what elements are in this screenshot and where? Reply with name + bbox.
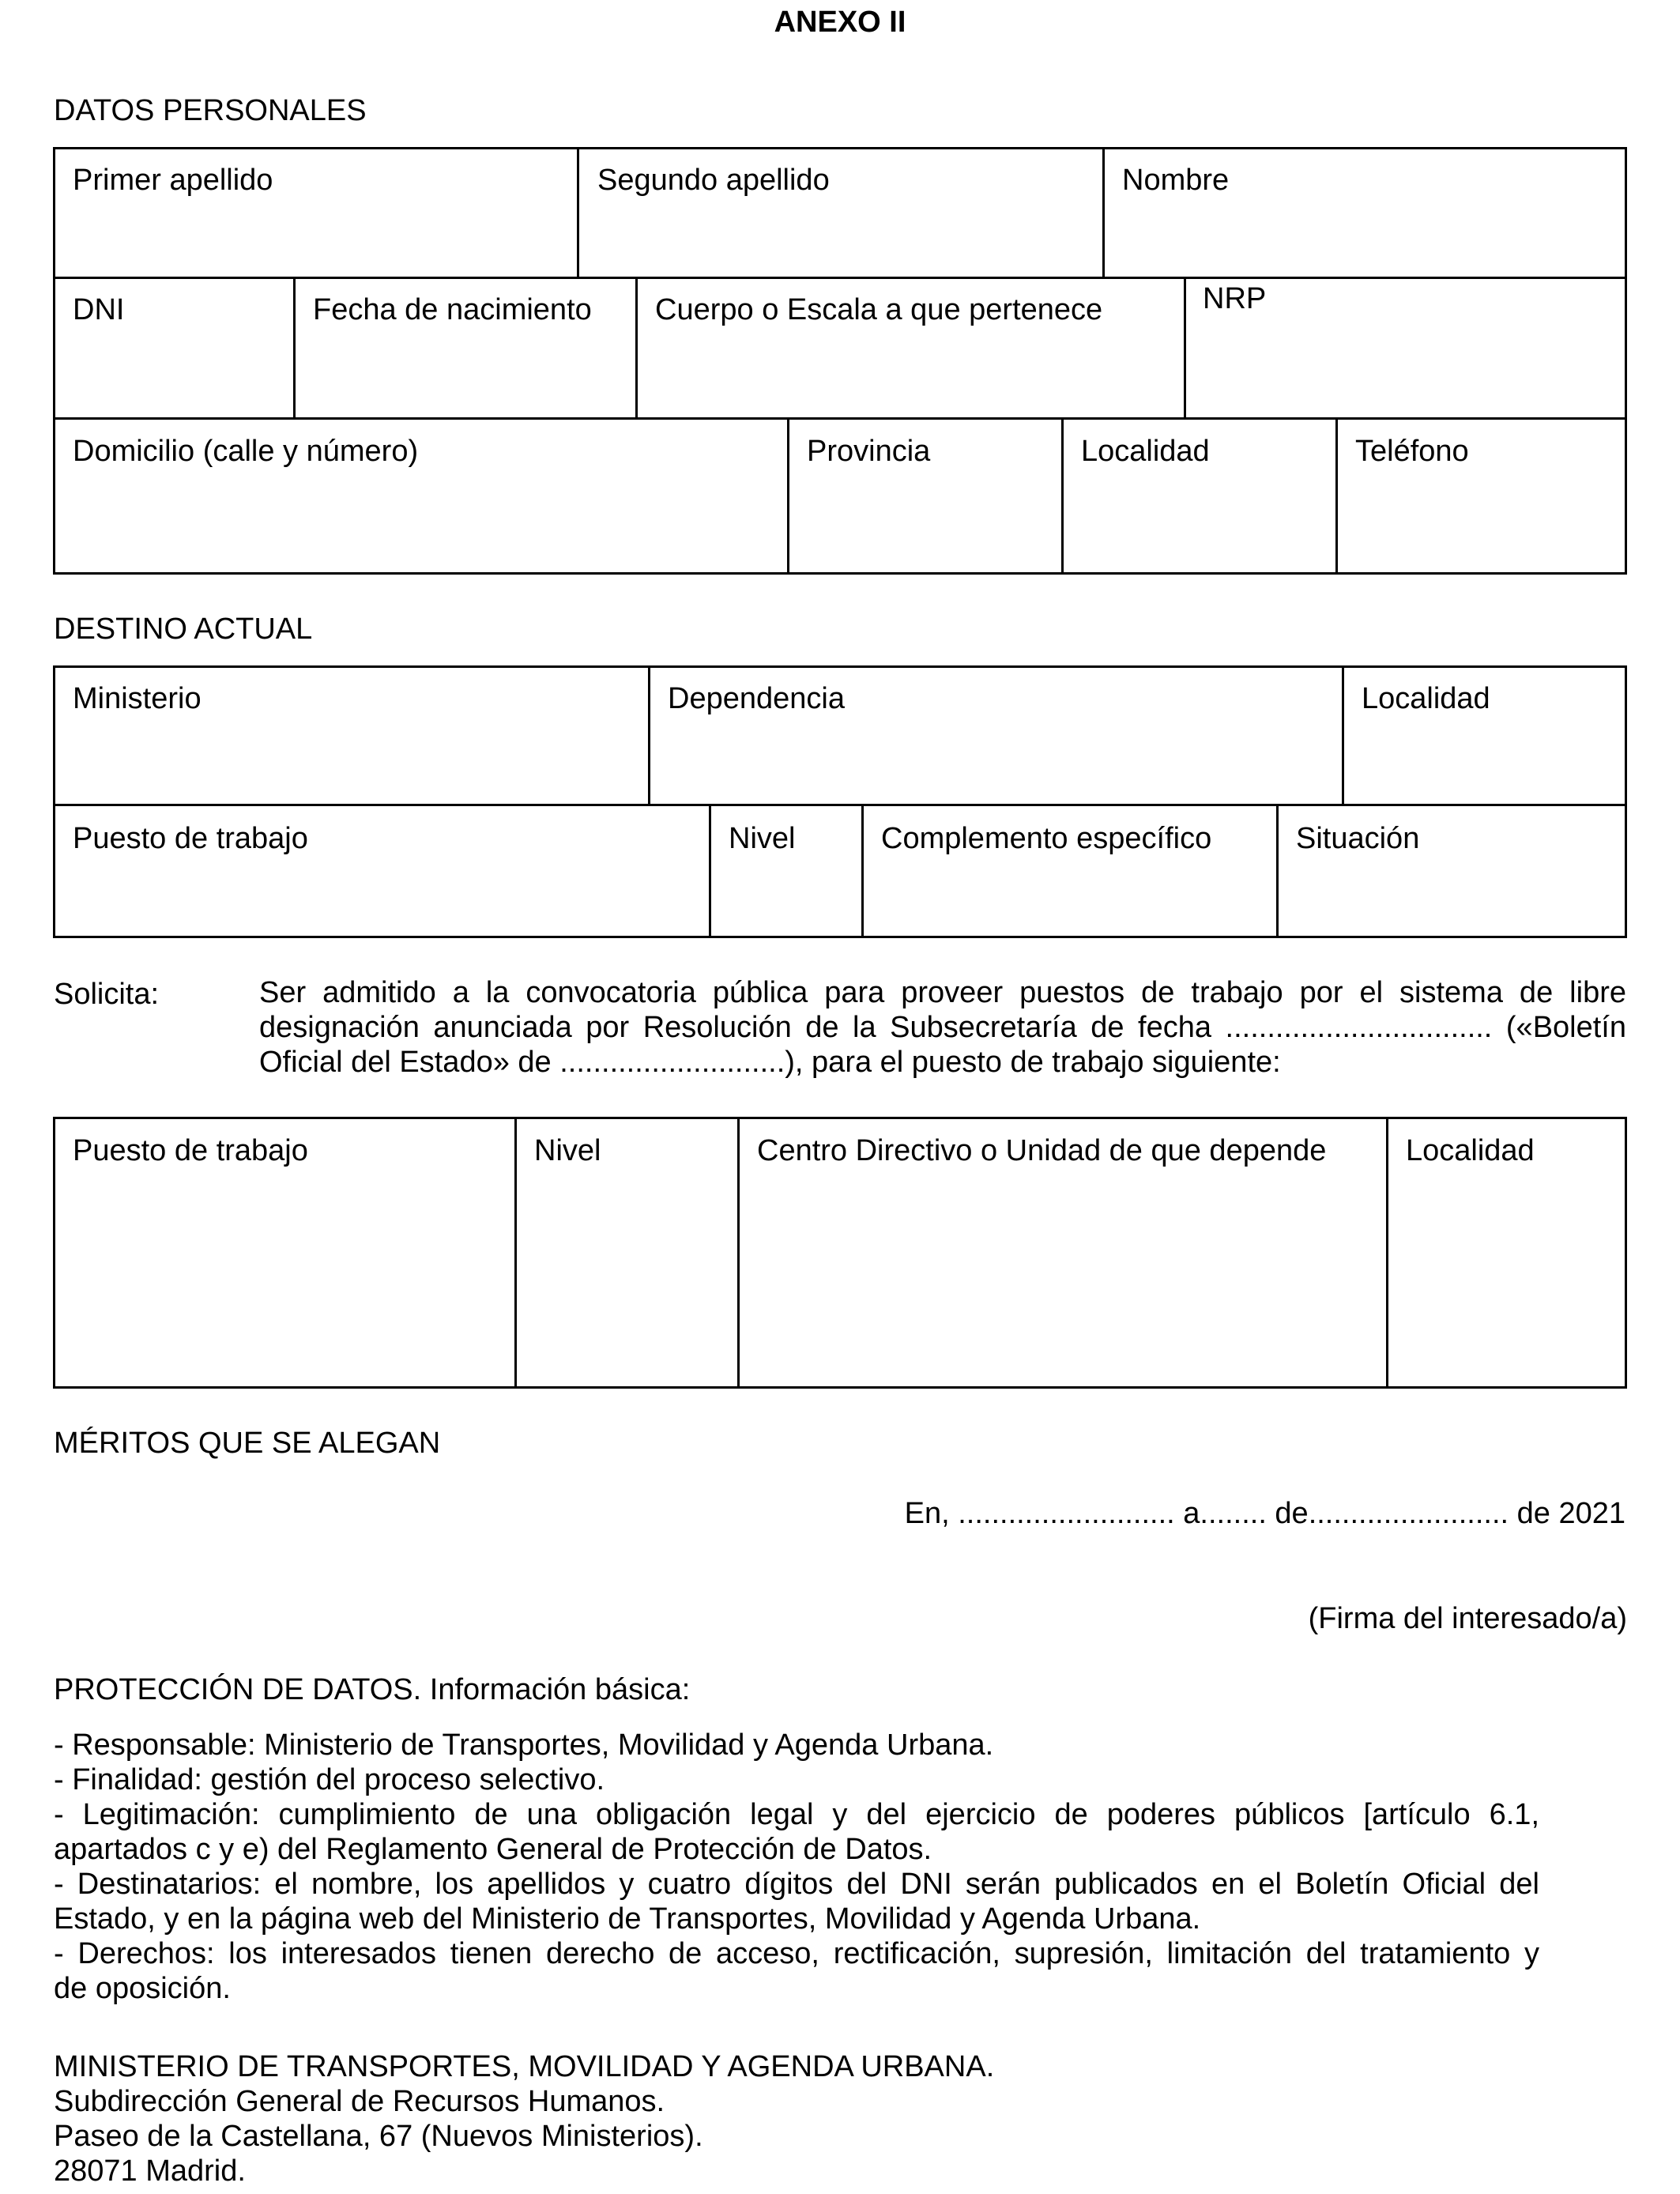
col-divider: [577, 147, 579, 278]
col-divider: [1276, 804, 1279, 938]
col-divider: [737, 1117, 740, 1389]
row-divider: [53, 804, 1627, 806]
col-divider: [787, 417, 789, 575]
field-fecha-nacimiento[interactable]: Fecha de nacimiento: [313, 293, 592, 326]
section-heading-proteccion: PROTECCIÓN DE DATOS. Información básica:: [54, 1673, 691, 1706]
proteccion-line: - Responsable: Ministerio de Transportes, Movilidad y Agenda Urbana.: [54, 1728, 994, 1762]
field-primer-apellido[interactable]: Primer apellido: [73, 164, 273, 197]
col-divider: [1342, 665, 1344, 805]
field-dni[interactable]: DNI: [73, 293, 125, 326]
signature-label: (Firma del interesado/a): [1308, 1602, 1627, 1635]
field-cuerpo-escala[interactable]: Cuerpo o Escala a que pertenece: [655, 293, 1103, 326]
row-divider: [53, 417, 1627, 420]
proteccion-line: apartados c y e) del Reglamento General de Protección de Datos.: [54, 1833, 932, 1866]
proteccion-line: Estado, y en la página web del Ministerio de Transportes, Movilidad y Agenda Urbana.: [54, 1902, 1201, 1936]
col-divider: [1386, 1117, 1388, 1389]
field-situacion[interactable]: Situación: [1296, 822, 1420, 855]
field-puesto-trabajo-actual[interactable]: Puesto de trabajo: [73, 822, 308, 855]
section-heading-meritos: MÉRITOS QUE SE ALEGAN: [54, 1427, 441, 1460]
proteccion-line: - Finalidad: gestión del proceso selectivo.: [54, 1763, 605, 1796]
col-divider: [1184, 277, 1186, 419]
proteccion-list: [54, 1728, 1539, 2006]
proteccion-line: de oposición.: [54, 1972, 231, 2005]
field-nivel-solicitado[interactable]: Nivel: [534, 1134, 601, 1167]
field-nivel-actual[interactable]: Nivel: [729, 822, 796, 855]
col-divider: [635, 277, 638, 419]
date-line[interactable]: En, .......................... a........ de........................ de 2021: [904, 1497, 1625, 1530]
solicita-label: Solicita:: [54, 978, 160, 1011]
field-localidad-solicitado[interactable]: Localidad: [1406, 1134, 1535, 1167]
field-domicilio[interactable]: Domicilio (calle y número): [73, 435, 419, 468]
field-telefono[interactable]: Teléfono: [1355, 435, 1469, 468]
proteccion-line: - Destinatarios: el nombre, los apellidos y cuatro dígitos del DNI serán publicados en el Boletín Oficial del: [54, 1868, 1539, 1901]
address-line: MINISTERIO DE TRANSPORTES, MOVILIDAD Y AGENDA URBANA.: [54, 2050, 995, 2083]
field-localidad-destino[interactable]: Localidad: [1362, 682, 1490, 715]
address-block: [54, 2049, 1539, 2188]
proteccion-line: - Legitimación: cumplimiento de una obligación legal y del ejercicio de poderes públicos [artículo 6.1,: [54, 1798, 1539, 1831]
col-divider: [1102, 147, 1105, 278]
field-complemento-especifico[interactable]: Complemento específico: [881, 822, 1212, 855]
field-ministerio[interactable]: Ministerio: [73, 682, 202, 715]
solicita-text: [259, 975, 1626, 1080]
solicita-line: Ser admitido a la convocatoria pública para proveer puestos de trabajo por el sistema de libre: [259, 976, 1626, 1009]
address-line: 28071 Madrid.: [54, 2154, 246, 2188]
field-dependencia[interactable]: Dependencia: [668, 682, 845, 715]
field-centro-directivo[interactable]: Centro Directivo o Unidad de que depende: [757, 1134, 1327, 1167]
col-divider: [1061, 417, 1064, 575]
address-line: Subdirección General de Recursos Humanos.: [54, 2085, 665, 2118]
row-divider: [53, 277, 1627, 279]
section-heading-datos-personales: DATOS PERSONALES: [54, 94, 367, 127]
field-localidad[interactable]: Localidad: [1081, 435, 1210, 468]
solicita-line: designación anunciada por Resolución de la Subsecretaría de fecha ................................ («Boletín: [259, 1011, 1626, 1044]
table-border: [53, 147, 1627, 575]
col-divider: [293, 277, 296, 419]
address-line: Paseo de la Castellana, 67 (Nuevos Ministerios).: [54, 2120, 703, 2153]
field-segundo-apellido[interactable]: Segundo apellido: [597, 164, 830, 197]
page-title: ANEXO II: [774, 6, 906, 39]
field-nombre[interactable]: Nombre: [1122, 164, 1230, 197]
proteccion-line: - Derechos: los interesados tienen derecho de acceso, rectificación, supresión, limitación del tratamiento y: [54, 1937, 1539, 1970]
col-divider: [709, 804, 711, 938]
col-divider: [1335, 417, 1338, 575]
solicita-line: Oficial del Estado» de ...........................), para el puesto de trabajo siguiente:: [259, 1046, 1281, 1079]
field-puesto-trabajo-solicitado[interactable]: Puesto de trabajo: [73, 1134, 308, 1167]
col-divider: [514, 1117, 517, 1389]
field-provincia[interactable]: Provincia: [807, 435, 931, 468]
field-nrp[interactable]: NRP: [1203, 282, 1267, 315]
col-divider: [648, 665, 650, 805]
section-heading-destino-actual: DESTINO ACTUAL: [54, 613, 313, 646]
col-divider: [861, 804, 864, 938]
